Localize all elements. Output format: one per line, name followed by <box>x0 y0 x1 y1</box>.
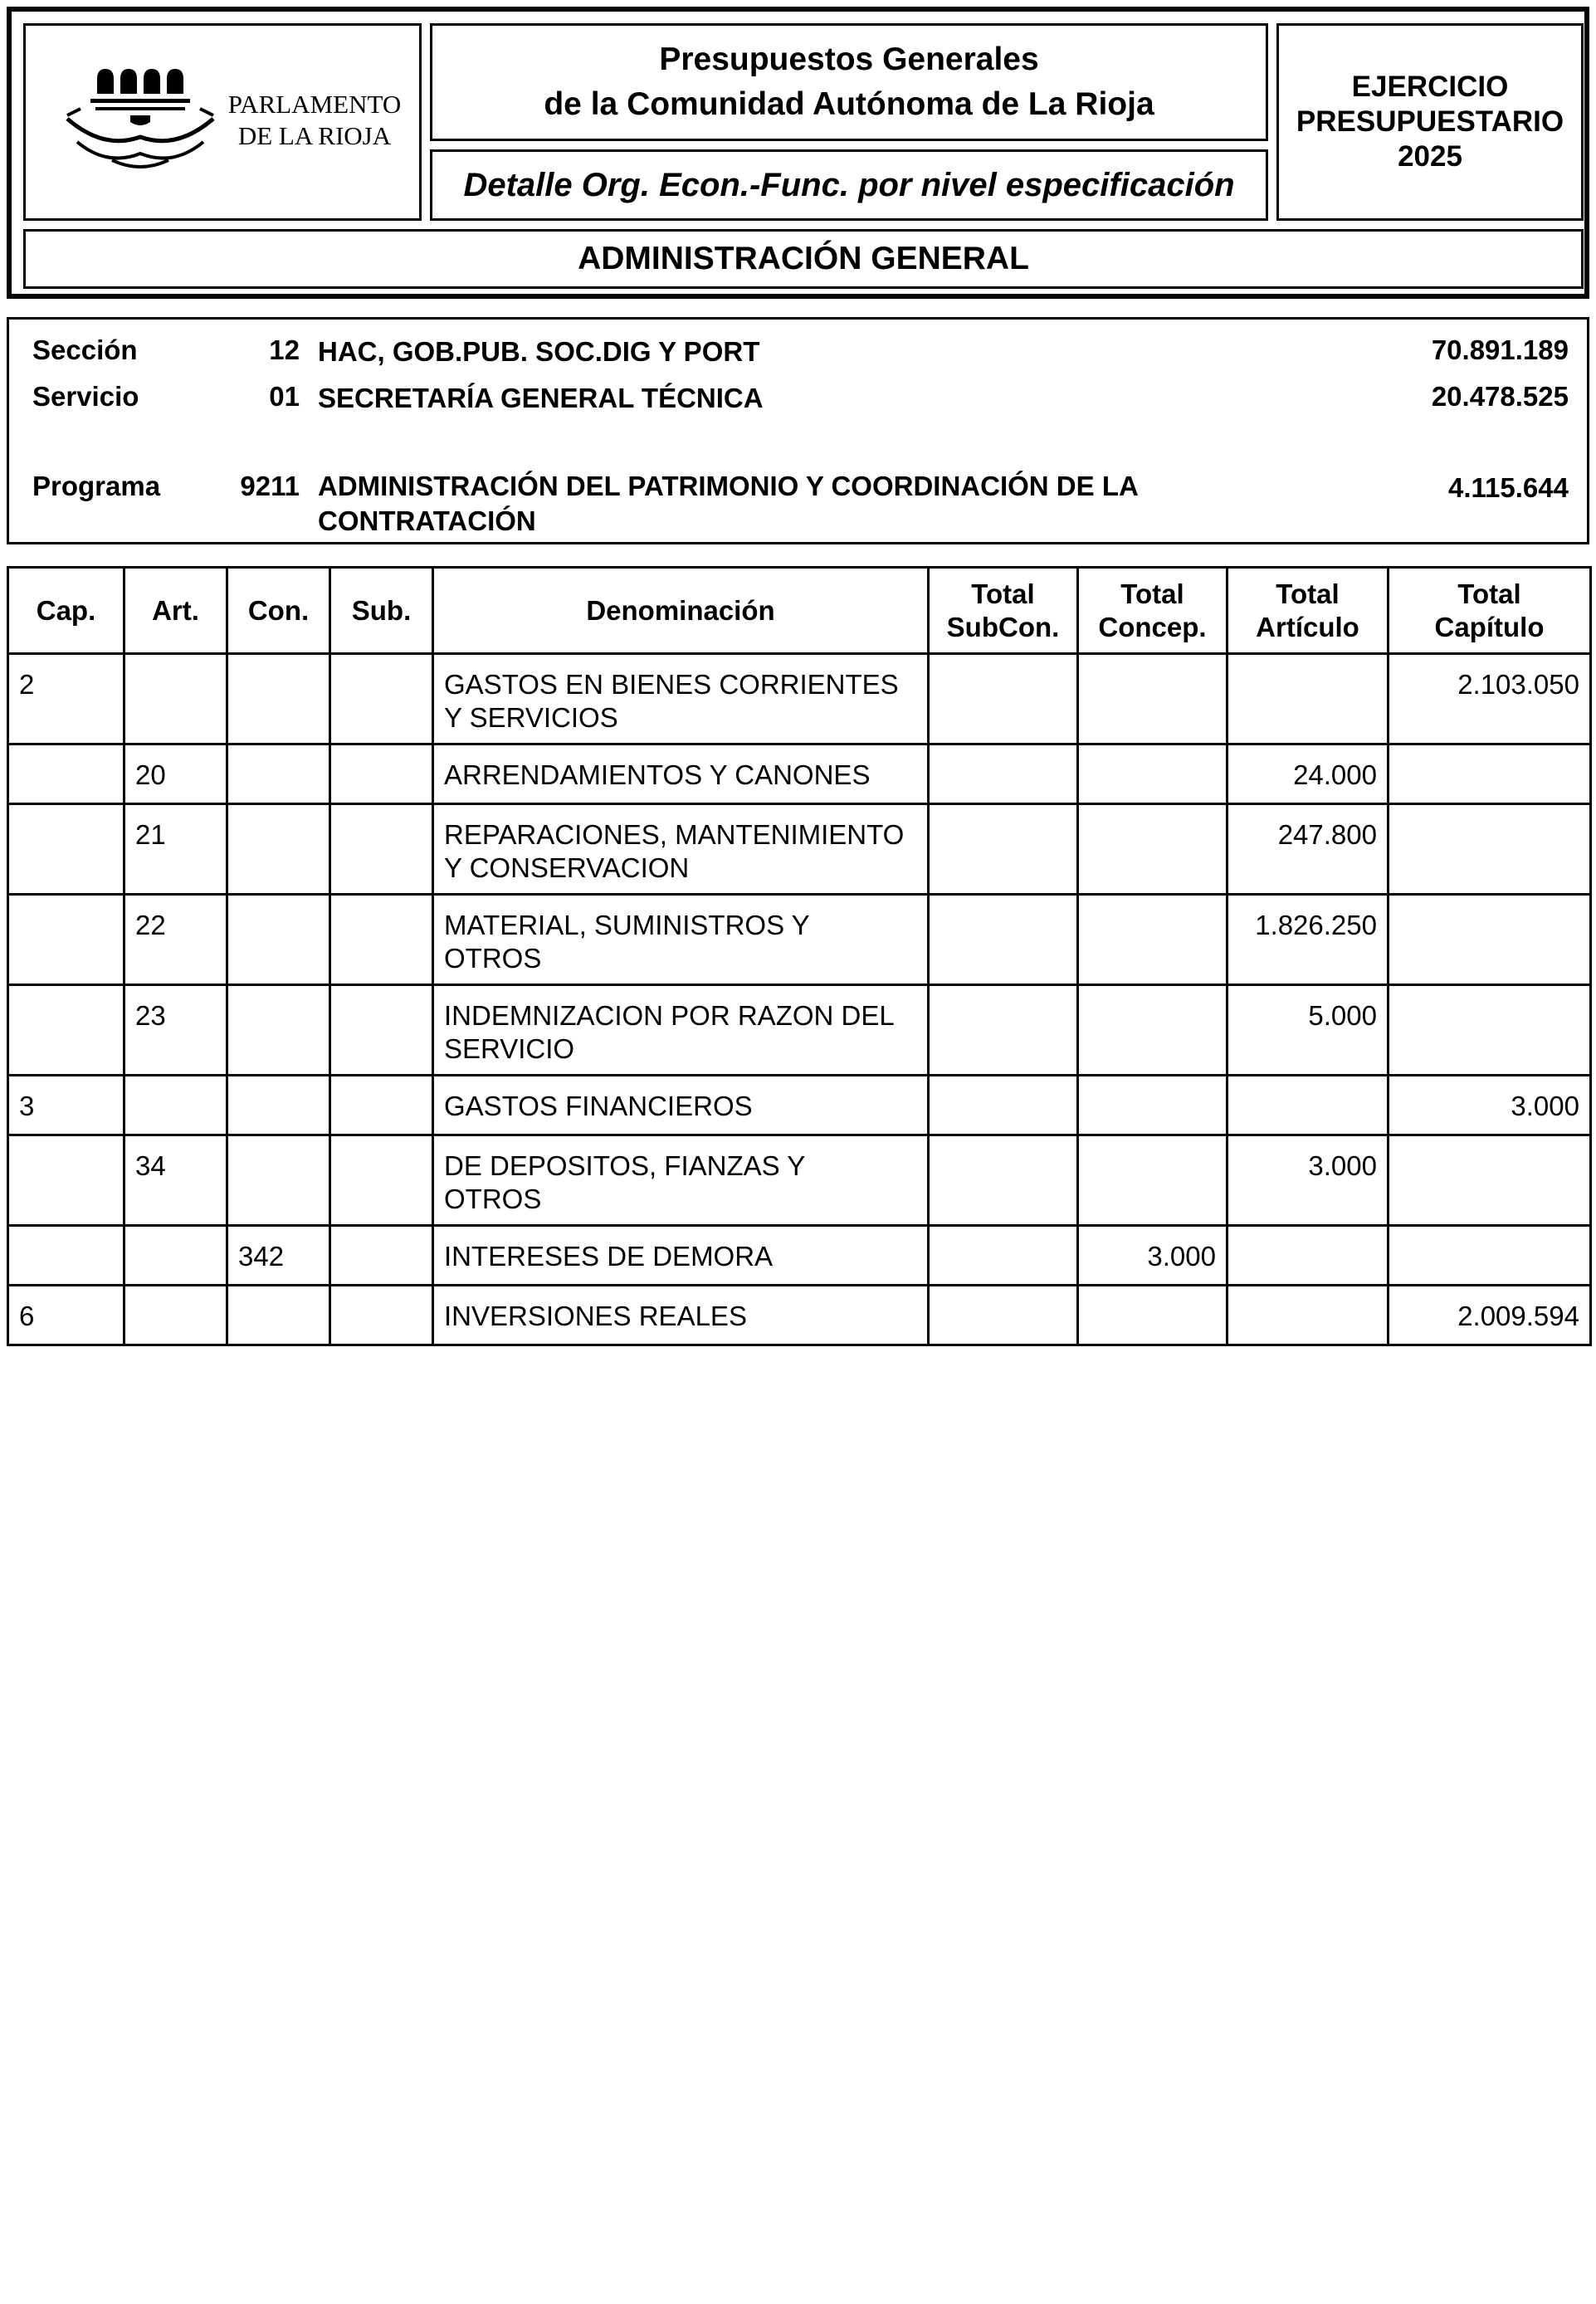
cell-con <box>227 1135 330 1226</box>
logo-wordmark <box>207 89 422 152</box>
servicio-label: Servicio <box>32 381 139 412</box>
cell-art <box>124 654 227 744</box>
cell-total-articulo: 5.000 <box>1228 985 1389 1076</box>
cell-total-concep <box>1078 1076 1228 1135</box>
cell-cap: 3 <box>8 1076 124 1135</box>
cell-total-capitulo <box>1389 1135 1591 1226</box>
header-art: Art. <box>124 568 227 654</box>
cell-total-capitulo: 3.000 <box>1389 1076 1591 1135</box>
denominacion-line: GASTOS FINANCIEROS <box>444 1091 753 1121</box>
header-total-concep <box>1078 568 1228 654</box>
denominacion-line: SERVICIO <box>444 1033 575 1064</box>
cell-cap <box>8 1135 124 1226</box>
header-total-capitulo-line2: Capítulo <box>1434 611 1545 642</box>
servicio-name: SECRETARÍA GENERAL TÉCNICA <box>318 383 764 413</box>
cell-denominacion <box>433 804 929 895</box>
denominacion-line: MATERIAL, SUMINISTROS Y <box>444 910 810 940</box>
cell-total-concep <box>1078 1135 1228 1226</box>
seccion-row <box>9 334 1587 369</box>
cell-total-articulo: 1.826.250 <box>1228 895 1389 985</box>
denominacion-line: Y CONSERVACION <box>444 852 690 883</box>
cell-denominacion <box>433 985 929 1076</box>
cell-denominacion <box>433 1076 929 1135</box>
year-line-1: EJERCICIO <box>1351 71 1509 103</box>
header-cap: Cap. <box>8 568 124 654</box>
denominacion-line: INVERSIONES REALES <box>444 1301 747 1331</box>
denominacion-line: INTERESES DE DEMORA <box>444 1241 774 1272</box>
cell-total-concep <box>1078 804 1228 895</box>
denominacion-line: REPARACIONES, MANTENIMIENTO <box>444 819 905 850</box>
table-row <box>8 895 1591 985</box>
title-box <box>430 23 1268 141</box>
cell-total-subcon <box>929 1076 1078 1135</box>
budget-table-body <box>8 654 1591 1345</box>
seccion-name: HAC, GOB.PUB. SOC.DIG Y PORT <box>318 336 760 367</box>
administration-box <box>23 229 1584 289</box>
header-total-concep-line1: Total <box>1120 578 1184 609</box>
program-info <box>7 317 1589 544</box>
table-header-row <box>8 568 1591 654</box>
programa-name: ADMINISTRACIÓN DEL PATRIMONIO Y COORDINACIÓN DE LA CONTRATACIÓN <box>318 471 1138 536</box>
table-row <box>8 654 1591 744</box>
budget-table <box>7 566 1592 1346</box>
cell-total-subcon <box>929 985 1078 1076</box>
table-row <box>8 744 1591 804</box>
cell-cap: 6 <box>8 1286 124 1345</box>
cell-sub <box>330 1226 433 1286</box>
table-row <box>8 1226 1591 1286</box>
cell-total-subcon <box>929 744 1078 804</box>
parliament-emblem-icon <box>62 61 217 185</box>
cell-art: 22 <box>124 895 227 985</box>
logo-line-2: DE LA RIOJA <box>237 121 392 150</box>
header-total-subcon <box>929 568 1078 654</box>
denominacion-line: OTROS <box>444 943 542 974</box>
programa-amount: 4.115.644 <box>1448 472 1569 503</box>
cell-total-subcon <box>929 654 1078 744</box>
cell-cap: 2 <box>8 654 124 744</box>
table-row <box>8 985 1591 1076</box>
cell-total-articulo <box>1228 1076 1389 1135</box>
header-denominacion: Denominación <box>433 568 929 654</box>
year-line-2: PRESUPUESTARIO <box>1296 105 1564 138</box>
cell-total-capitulo <box>1389 895 1591 985</box>
cell-total-capitulo: 2.103.050 <box>1389 654 1591 744</box>
cell-con: 342 <box>227 1226 330 1286</box>
denominacion-line: INDEMNIZACION POR RAZON DEL <box>444 1000 895 1031</box>
cell-total-concep <box>1078 1286 1228 1345</box>
cell-con <box>227 1286 330 1345</box>
programa-row <box>9 469 1587 544</box>
seccion-code: 12 <box>269 334 300 365</box>
seccion-amount: 70.891.189 <box>1431 334 1569 365</box>
subtitle-box <box>430 149 1268 221</box>
cell-sub <box>330 744 433 804</box>
title-line-2: de la Comunidad Autónoma de La Rioja <box>544 86 1154 122</box>
cell-total-capitulo <box>1389 1226 1591 1286</box>
cell-total-capitulo <box>1389 804 1591 895</box>
cell-con <box>227 744 330 804</box>
cell-sub <box>330 895 433 985</box>
header-total-articulo-line2: Artículo <box>1256 611 1359 642</box>
cell-sub <box>330 985 433 1076</box>
cell-cap <box>8 1226 124 1286</box>
denominacion-line: Y SERVICIOS <box>444 702 618 733</box>
header-total-capitulo-line1: Total <box>1457 578 1521 609</box>
cell-total-subcon <box>929 804 1078 895</box>
denominacion-line: DE DEPOSITOS, FIANZAS Y <box>444 1150 806 1181</box>
servicio-code: 01 <box>269 381 300 412</box>
denominacion-line: ARRENDAMIENTOS Y CANONES <box>444 759 871 790</box>
seccion-label: Sección <box>32 334 138 365</box>
title-line-1: Presupuestos Generales <box>659 41 1039 77</box>
cell-total-concep <box>1078 654 1228 744</box>
header-total-concep-line2: Concep. <box>1098 611 1207 642</box>
header-total-capitulo <box>1389 568 1591 654</box>
header-sub: Sub. <box>330 568 433 654</box>
cell-cap <box>8 985 124 1076</box>
cell-art: 20 <box>124 744 227 804</box>
cell-con <box>227 654 330 744</box>
header-total-subcon-line1: Total <box>971 578 1035 609</box>
fiscal-year: 2025 <box>1398 140 1462 173</box>
servicio-row <box>9 381 1587 416</box>
cell-con <box>227 804 330 895</box>
cell-total-capitulo <box>1389 744 1591 804</box>
administration-title: ADMINISTRACIÓN GENERAL <box>578 241 1029 276</box>
cell-art: 34 <box>124 1135 227 1226</box>
header-total-subcon-line2: SubCon. <box>946 611 1060 642</box>
cell-art: 23 <box>124 985 227 1076</box>
cell-sub <box>330 1076 433 1135</box>
cell-con <box>227 985 330 1076</box>
cell-total-capitulo: 2.009.594 <box>1389 1286 1591 1345</box>
cell-total-concep <box>1078 744 1228 804</box>
cell-total-subcon <box>929 1226 1078 1286</box>
servicio-amount: 20.478.525 <box>1431 381 1569 412</box>
report-subtitle: Detalle Org. Econ.-Func. por nivel especificación <box>463 166 1235 203</box>
cell-total-articulo: 24.000 <box>1228 744 1389 804</box>
cell-denominacion <box>433 744 929 804</box>
cell-sub <box>330 804 433 895</box>
table-row <box>8 1286 1591 1345</box>
cell-sub <box>330 654 433 744</box>
cell-total-capitulo <box>1389 985 1591 1076</box>
cell-denominacion <box>433 1135 929 1226</box>
programa-code: 9211 <box>240 471 300 501</box>
cell-cap <box>8 895 124 985</box>
cell-total-articulo <box>1228 1286 1389 1345</box>
cell-con <box>227 1076 330 1135</box>
cell-con <box>227 895 330 985</box>
cell-total-articulo <box>1228 1226 1389 1286</box>
header-total-articulo-line1: Total <box>1276 578 1340 609</box>
cell-sub <box>330 1135 433 1226</box>
cell-art <box>124 1076 227 1135</box>
cell-denominacion <box>433 654 929 744</box>
cell-denominacion <box>433 895 929 985</box>
table-row <box>8 1076 1591 1135</box>
cell-total-subcon <box>929 895 1078 985</box>
cell-total-subcon <box>929 1135 1078 1226</box>
document-header <box>7 7 1589 299</box>
denominacion-line: GASTOS EN BIENES CORRIENTES <box>444 669 899 700</box>
fiscal-year-box <box>1276 23 1584 221</box>
cell-total-articulo <box>1228 654 1389 744</box>
table-row <box>8 804 1591 895</box>
cell-art <box>124 1286 227 1345</box>
programa-label: Programa <box>32 471 161 501</box>
cell-total-subcon <box>929 1286 1078 1345</box>
cell-denominacion <box>433 1226 929 1286</box>
cell-cap <box>8 744 124 804</box>
cell-denominacion <box>433 1286 929 1345</box>
table-row <box>8 1135 1591 1226</box>
logo-line-1: PARLAMENTO <box>227 90 402 119</box>
cell-total-concep <box>1078 985 1228 1076</box>
denominacion-line: OTROS <box>444 1184 542 1214</box>
cell-total-articulo: 247.800 <box>1228 804 1389 895</box>
cell-art: 21 <box>124 804 227 895</box>
cell-total-articulo: 3.000 <box>1228 1135 1389 1226</box>
cell-sub <box>330 1286 433 1345</box>
cell-art <box>124 1226 227 1286</box>
header-con: Con. <box>227 568 330 654</box>
header-total-articulo <box>1228 568 1389 654</box>
logo-box <box>23 23 422 221</box>
cell-total-concep: 3.000 <box>1078 1226 1228 1286</box>
cell-cap <box>8 804 124 895</box>
cell-total-concep <box>1078 895 1228 985</box>
